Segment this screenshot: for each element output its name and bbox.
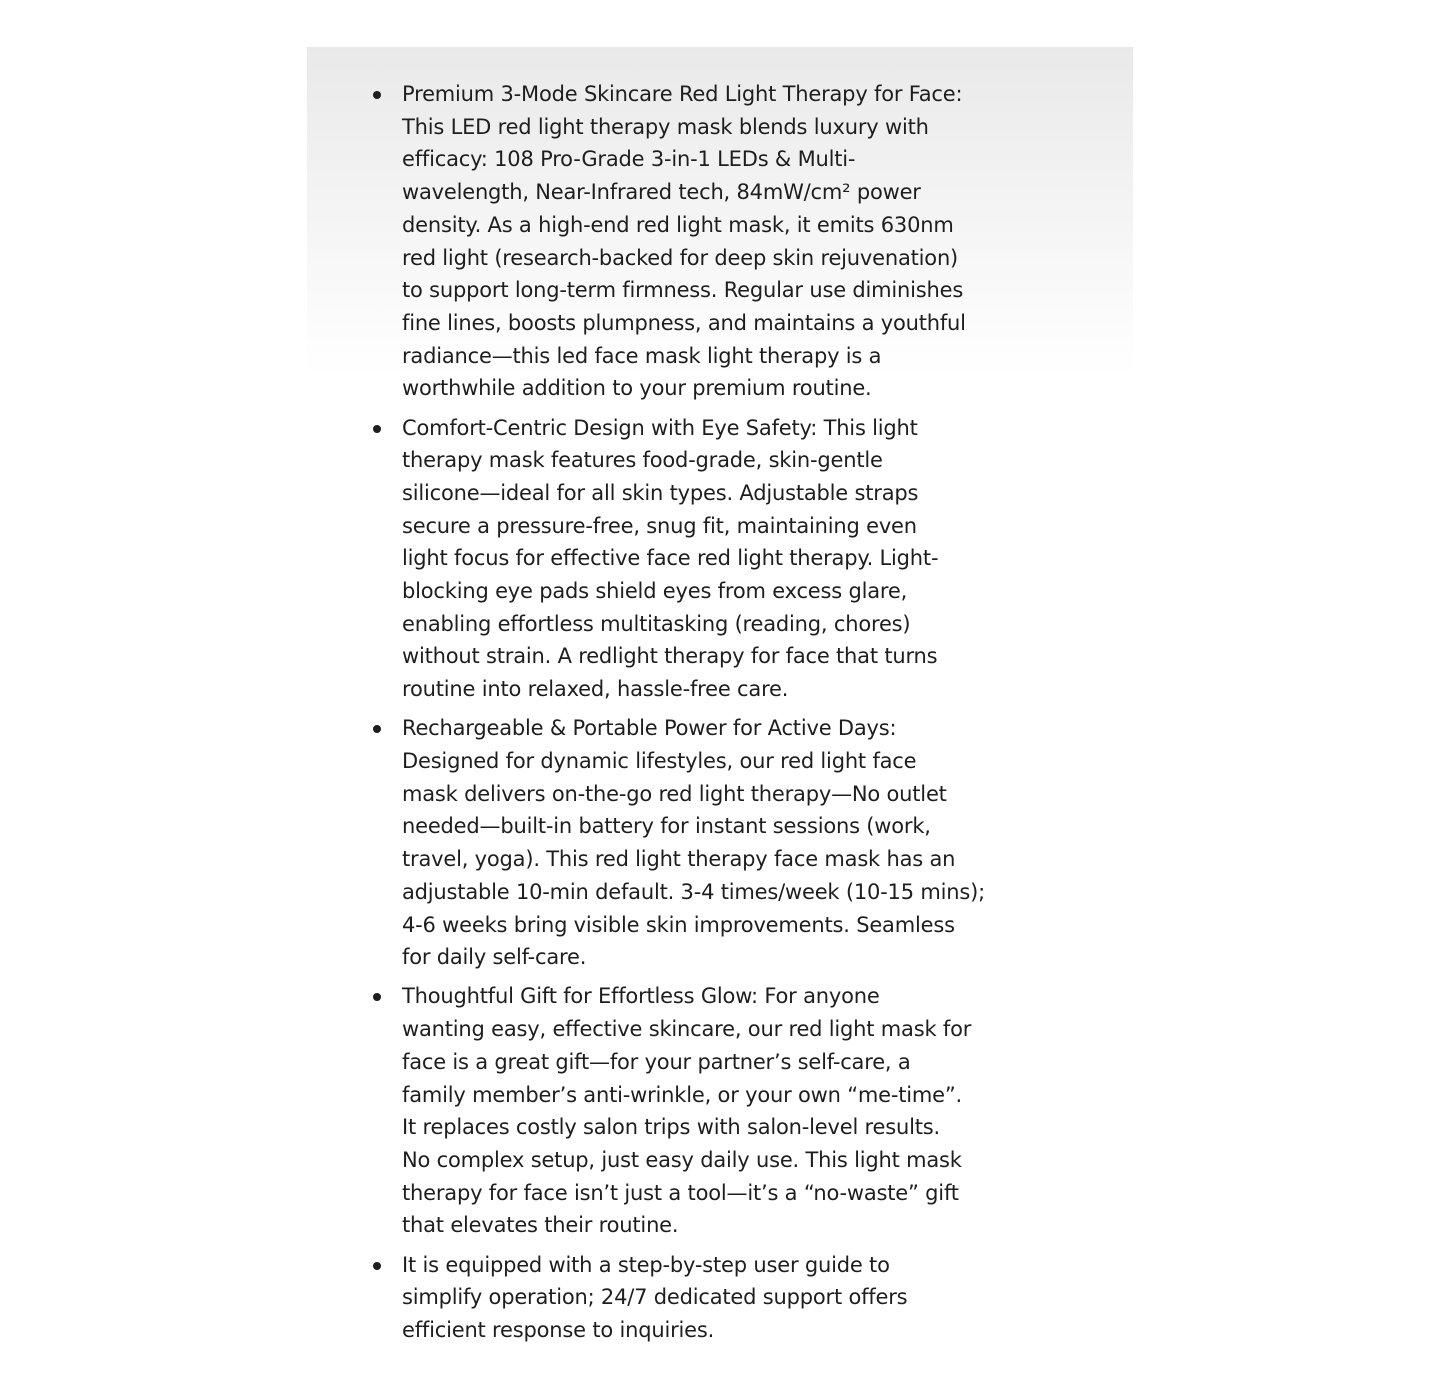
bullet-line: density. As a high-end red light mask, it emits 630nm bbox=[402, 212, 954, 237]
bullet-line: without strain. A redlight therapy for face that turns bbox=[402, 644, 938, 669]
bullet-dot-icon bbox=[373, 993, 381, 1001]
bullet-line: Rechargeable & Portable Power for Active Days: bbox=[402, 716, 897, 741]
bullet-item-1 bbox=[370, 78, 1050, 405]
bullet-dot-icon bbox=[373, 425, 381, 433]
bullet-line: worthwhile addition to your premium routine. bbox=[402, 376, 872, 401]
bullet-line: enabling effortless multitasking (reading, chores) bbox=[402, 611, 911, 636]
bullet-line: This LED red light therapy mask blends luxury with bbox=[402, 114, 929, 139]
bullet-line: efficacy: 108 Pro-Grade 3-in-1 LEDs & Multi- bbox=[402, 147, 856, 172]
bullet-line: wanting easy, effective skincare, our red light mask for bbox=[402, 1017, 972, 1042]
bullet-line: It replaces costly salon trips with salon-level results. bbox=[402, 1115, 940, 1140]
bullet-item-3 bbox=[370, 712, 1050, 974]
bullet-line: silicone—ideal for all skin types. Adjustable straps bbox=[402, 480, 919, 505]
feature-bullet-list bbox=[370, 78, 1050, 1353]
bullet-line: No complex setup, just easy daily use. This light mask bbox=[402, 1148, 962, 1172]
bullet-line: adjustable 10-min default. 3-4 times/week (10-15 mins); bbox=[402, 879, 985, 904]
bullet-dot-icon bbox=[373, 91, 381, 99]
bullet-dot-icon bbox=[373, 725, 381, 733]
bullet-line: mask delivers on-the-go red light therapy—No outlet bbox=[402, 781, 947, 806]
bullet-item-2 bbox=[370, 412, 1050, 706]
bullet-line: red light (research-backed for deep skin rejuvenation) bbox=[402, 245, 959, 270]
bullet-line: therapy for face isn’t just a tool—it’s a “no-waste” gift bbox=[402, 1180, 959, 1205]
bullet-line: travel, yoga). This red light therapy face mask has an bbox=[402, 847, 956, 872]
bullet-line: 4-6 weeks bring visible skin improvements. Seamless bbox=[402, 912, 955, 937]
bullet-line: Comfort-Centric Design with Eye Safety: This light bbox=[402, 415, 918, 440]
bullet-line: needed—built-in battery for instant sessions (work, bbox=[402, 814, 931, 839]
bullet-line: routine into relaxed, hassle-free care. bbox=[402, 677, 789, 702]
bullet-line: Thoughtful Gift for Effortless Glow: For anyone bbox=[402, 984, 880, 1009]
bullet-line: secure a pressure-free, snug fit, maintaining even bbox=[402, 513, 917, 538]
bullet-line: Premium 3-Mode Skincare Red Light Therapy for Face: bbox=[402, 82, 963, 106]
bullet-dot-icon bbox=[373, 1262, 381, 1270]
bullet-line: fine lines, boosts plumpness, and maintains a youthful bbox=[402, 310, 966, 335]
bullet-line: to support long-term firmness. Regular use diminishes bbox=[402, 278, 964, 303]
bullet-line: family member’s anti-wrinkle, or your own “me-time”. bbox=[402, 1082, 963, 1107]
bullet-line: blocking eye pads shield eyes from excess glare, bbox=[402, 579, 908, 604]
bullet-line: It is equipped with a step-by-step user guide to bbox=[402, 1252, 890, 1277]
bullet-line: radiance—this led face mask light therapy is a bbox=[402, 343, 882, 368]
bullet-line: simplify operation; 24/7 dedicated support offers bbox=[402, 1285, 908, 1310]
bullet-item-5 bbox=[370, 1249, 1050, 1347]
bullet-line: that elevates their routine. bbox=[402, 1213, 679, 1238]
bullet-line: face is a great gift—for your partner’s self-care, a bbox=[402, 1049, 911, 1074]
bullet-line: wavelength, Near-Infrared tech, 84mW/cm² power bbox=[402, 180, 921, 205]
bullet-line: light focus for effective face red light therapy. Light- bbox=[402, 546, 939, 571]
bullet-line: therapy mask features food-grade, skin-gentle bbox=[402, 448, 883, 473]
bullet-line: Designed for dynamic lifestyles, our red light face bbox=[402, 749, 917, 774]
bullet-line: efficient response to inquiries. bbox=[402, 1318, 715, 1343]
bullet-line: for daily self-care. bbox=[402, 945, 587, 970]
bullet-item-4 bbox=[370, 980, 1050, 1242]
